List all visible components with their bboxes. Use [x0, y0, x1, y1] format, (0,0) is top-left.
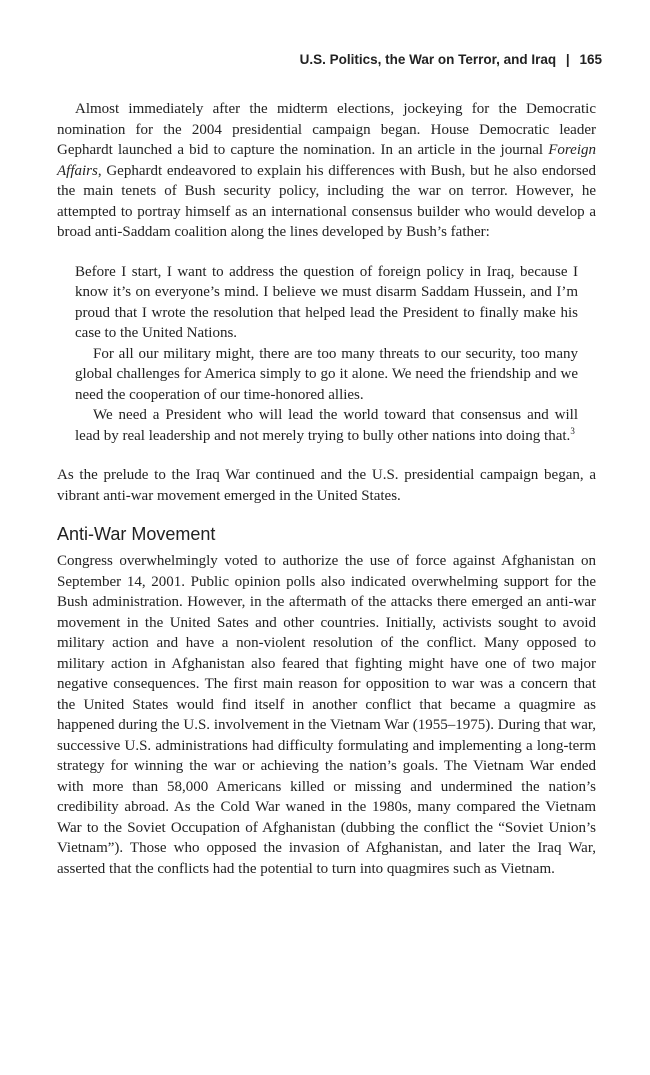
running-title: U.S. Politics, the War on Terror, and Iraq — [299, 52, 557, 67]
paragraph-prelude: As the prelude to the Iraq War continued and the U.S. presidential campaign began, a vibrant anti-war movement emerged in the United States. — [57, 467, 596, 504]
paragraph-text-start: Almost immediately after the midterm elections, jockeying for the Democratic nomination for the 2004 presidential campaign began. House Democratic leader Gephardt launched a bid to capture the nomination. In an article in the journal — [57, 101, 596, 158]
page-number: 165 — [579, 52, 602, 67]
footnote-marker: 3 — [570, 425, 575, 436]
paragraph-gephardt — [57, 99, 596, 243]
paragraph-text-end: , Gephardt endeavored to explain his differences with Bush, but he also endorsed the main tenets of Bush security policy, including the war on terror. However, he attempted to portray himself as an international consensus builder who would develop a broad anti-Saddam coalition along the lines developed by Bush’s father: — [57, 162, 596, 240]
page-body — [57, 99, 596, 879]
quote-paragraph-2: For all our military might, there are too many threats to our security, too many global challenges for America simply to go it alone. We need the friendship and we need the cooperation of our time-honored allies. — [75, 345, 578, 403]
quote-paragraph-1: Before I start, I want to address the question of foreign policy in Iraq, because I know it’s on everyone’s mind. I believe we must disarm Saddam Hussein, and I’m proud that I wrote the resolution that helped lead the President to finally make his case to the United Nations. — [75, 263, 578, 341]
section-heading: Anti-War Movement — [57, 524, 216, 544]
header-separator: | — [565, 52, 570, 67]
paragraph-anti-war: Congress overwhelmingly voted to authorize the use of force against Afghanistan on September 14, 2001. Public opinion polls also indicated overwhelming support for the Bush administration. However, in the aftermath of the attacks there emerged an anti-war movement in the United Sates and other countries. Initially, activists sought to avoid military action and have a non-violent resolution of the conflict. Many opposed to military action in Afghanistan also feared that fighting might have one of two major negative consequences. The first main reason for opposition to war was a concern that the United States would find itself in another conflict that became a quagmire as happened during the U.S. involvement in the Vietnam War (1955–1975). During that war, successive U.S. administrations had difficulty formulating and implementing a long-term strategy for winning the war or achieving the nation’s goals. The Vietnam War ended with more than 58,000 Americans killed or missing and undermined the nation’s credibility abroad. As the Cold War waned in the 1980s, many compared the Vietnam War to the Soviet Occupation of Afghanistan (dubbing the conflict the “Soviet Union’s Vietnam”). Those who opposed the invasion of Afghanistan, and later the Iraq War, asserted that the conflicts had the potential to turn into quagmires such as Vietnam. — [57, 553, 596, 877]
running-header — [300, 52, 602, 67]
quote-paragraph-3-wrap — [75, 405, 578, 446]
journal-title: Foreign Affairs — [57, 142, 596, 179]
quote-paragraph-3: We need a President who will lead the world toward that consensus and will lead by real leadership and not merely trying to bully other nations into doing that. — [75, 407, 578, 444]
block-quote — [75, 262, 578, 447]
